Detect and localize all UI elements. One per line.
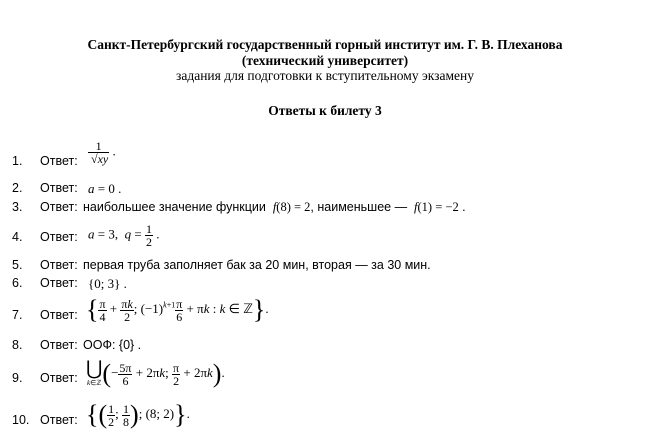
answer-10 xyxy=(0,400,650,433)
answer-formula: $\frac{1}{√xy}$ . xyxy=(88,140,116,165)
answer-label: Ответ: xyxy=(40,154,78,168)
answer-5 xyxy=(0,258,650,278)
answer-label: Ответ: xyxy=(40,308,78,322)
answer-number: 5. xyxy=(12,258,23,272)
answer-number: 2. xyxy=(12,181,23,195)
answer-text: первая труба заполняет бак за 20 мин, вторая — за 30 мин. xyxy=(83,258,431,272)
answer-formula: ⋃ k∈ℤ (− $\frac{5\pi}{6}$ + 2πk; $\frac{\pi}{2}$ + 2πk). xyxy=(86,358,225,388)
answer-number: 4. xyxy=(12,230,23,244)
answer-number: 10. xyxy=(12,413,30,427)
answer-label: Ответ: xyxy=(40,413,78,427)
exam-prep-caption: задания для подготовки к вступительному экзамену xyxy=(176,68,474,83)
answer-9 xyxy=(0,358,650,391)
answer-formula: a = 0 . xyxy=(88,181,122,196)
answer-6 xyxy=(0,276,650,296)
answer-formula: { $\frac{\pi}{4}$ + $\frac{\pi k}{2}$ ; $(-1)^{k+1}$ $\frac{\pi}{6}$ + πk : k ∈ ℤ}. xyxy=(86,295,269,324)
answer-label: Ответ: xyxy=(40,258,78,272)
ticket-answers-heading: Ответы к билету 3 xyxy=(268,103,382,118)
answer-label: Ответ: xyxy=(40,230,78,244)
answer-number: 3. xyxy=(12,200,23,214)
answer-formula: a = 3, q = $\frac{1}{2}$ . xyxy=(88,222,160,249)
answer-number: 7. xyxy=(12,308,23,322)
answer-number: 9. xyxy=(12,371,23,385)
answer-label: Ответ: xyxy=(40,200,78,214)
answer-formula: {0; 3} . xyxy=(88,276,127,291)
answer-label: Ответ: xyxy=(40,338,78,352)
answer-text: ООФ: {0} . xyxy=(83,338,142,352)
university-subtitle: (технический университет) xyxy=(241,53,409,68)
answer-4 xyxy=(0,222,650,250)
answer-number: 6. xyxy=(12,276,23,290)
answer-formula: {( $\frac{1}{2}$ ; $\frac{1}{8}$ ); (8; 2)}. xyxy=(86,400,190,429)
answer-label: Ответ: xyxy=(40,371,78,385)
answer-2 xyxy=(0,181,650,201)
answer-7 xyxy=(0,295,650,328)
answer-8 xyxy=(0,338,650,358)
answer-formula: наибольшее значение функции f(8) = 2, наименьшее — f(1) = −2 . xyxy=(83,200,466,214)
answer-number: 1. xyxy=(12,154,23,168)
answer-number: 8. xyxy=(12,338,23,352)
answer-1 xyxy=(0,139,650,168)
answer-label: Ответ: xyxy=(40,181,78,195)
answer-3 xyxy=(0,200,650,220)
answer-label: Ответ: xyxy=(40,276,78,290)
institute-title: Санкт-Петербургский государственный горный институт им. Г. В. Плеханова xyxy=(87,37,563,52)
